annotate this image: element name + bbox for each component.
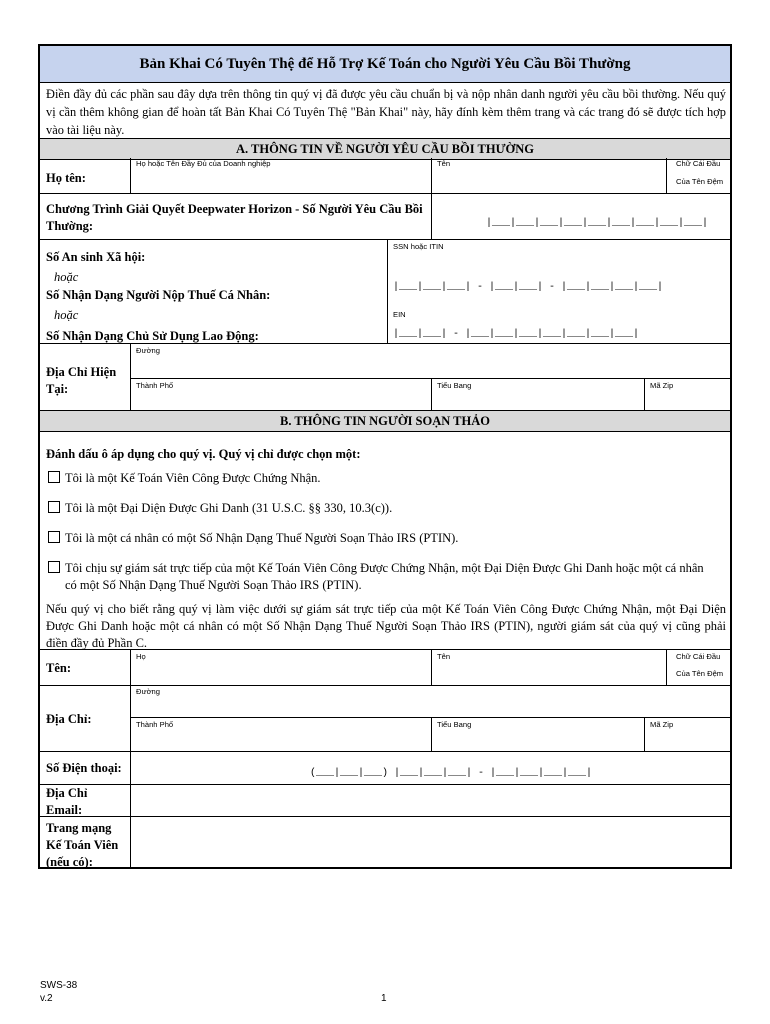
- claimant-name-label: Họ tên:: [46, 171, 86, 185]
- or-text-1: hoặc: [54, 270, 79, 284]
- or-text-2: hoặc: [54, 308, 79, 322]
- option-enrolled-agent-label: Tôi là một Đại Diện Được Ghi Danh (31 U.S.C. §§ 330, 10.3(c)).: [65, 501, 393, 515]
- middle-initial-sublabel-1: Chữ Cái Đầu: [676, 159, 721, 168]
- preparer-mi-sublabel-1: Chữ Cái Đầu: [676, 652, 721, 661]
- current-street-field[interactable]: [132, 356, 728, 378]
- phone-boxes[interactable]: (___|___|___) |___|___|___| - |___|___|___|___|: [310, 768, 593, 779]
- preparer-last-sublabel: Họ: [136, 652, 146, 661]
- phone-label: Số Điện thoại:: [46, 761, 122, 775]
- preparer-zip-field[interactable]: [646, 730, 728, 750]
- preparer-address-label: Địa Chỉ:: [46, 712, 92, 726]
- itin-label: Số Nhận Dạng Người Nộp Thuế Cá Nhân:: [46, 288, 271, 302]
- supervision-note: Nếu quý vị cho biết rằng quý vị làm việc dưới sự giám sát trực tiếp của một Kế Toán Viên Công Được Chứng Nhận, một Đại Diện Được Ghi Danh hoặc một cá nhân có một Số Nhận Dạng Thuế Người Soạn Thảo IRS (PTIN), người giám sát của quý vị cũng phải điền đầy đủ Phần C.: [46, 602, 726, 650]
- preparer-city-sublabel: Thành Phố: [136, 720, 174, 729]
- preparer-first-sublabel: Tên: [437, 652, 451, 661]
- claimant-first-name-field[interactable]: [433, 170, 663, 192]
- option-cpa-label: Tôi là một Kế Toán Viên Công Được Chứng Nhận.: [65, 471, 321, 485]
- website-label: Trang mạng Kế Toán Viên (nếu có):: [46, 821, 119, 869]
- current-address-label: Địa Chỉ Hiện Tại:: [46, 365, 117, 396]
- intro-text: Điền đầy đủ các phần sau đây dựa trên thông tin quý vị đã được yêu cầu chuẩn bị và nộp nhân danh người yêu cầu bồi thường. Nếu quý vị cần thêm không gian để hoàn tất Bản Khai Có Tuyên Thệ "Bản Khai" này, hãy đính kèm thêm trang và các trang đó sẽ được tích hợp vào tài liệu này.: [46, 87, 726, 137]
- middle-initial-sublabel-2: Của Tên Đệm: [676, 177, 724, 186]
- last-name-sublabel: Họ hoặc Tên Đầy Đủ của Doanh nghiệp: [136, 159, 271, 168]
- checkbox-instruction: Đánh dấu ô áp dụng cho quý vị. Quý vị chỉ được chọn một:: [46, 447, 361, 461]
- option-ptin-checkbox[interactable]: [48, 531, 60, 543]
- current-city-field[interactable]: [132, 390, 428, 409]
- form-title: Bản Khai Có Tuyên Thệ để Hỗ Trợ Kế Toán cho Người Yêu Cầu Bồi Thường: [40, 46, 730, 83]
- preparer-state-field[interactable]: [433, 730, 641, 750]
- preparer-state-sublabel: Tiểu Bang: [437, 720, 472, 729]
- option-cpa-checkbox[interactable]: [48, 471, 60, 483]
- email-field[interactable]: [132, 786, 728, 814]
- ssn-itin-boxes[interactable]: |___|___|___| - |___|___| - |___|___|___|___|: [393, 282, 664, 293]
- preparer-middle-initial-field[interactable]: [668, 662, 728, 684]
- option-enrolled-agent-checkbox[interactable]: [48, 501, 60, 513]
- ein-label: Số Nhận Dạng Chủ Sử Dụng Lao Động:: [46, 329, 259, 343]
- claimant-middle-initial-field[interactable]: [668, 170, 728, 192]
- section-a-heading: A. THÔNG TIN VỀ NGƯỜI YÊU CẦU BỒI THƯỜNG: [40, 138, 730, 160]
- option-supervised-checkbox[interactable]: [48, 561, 60, 573]
- affidavit-form: [38, 44, 732, 869]
- first-name-sublabel: Tên: [437, 159, 451, 168]
- preparer-city-field[interactable]: [132, 730, 428, 750]
- ein-boxes[interactable]: |___|___| - |___|___|___|___|___|___|___|: [393, 329, 640, 340]
- street-sublabel: Đường: [136, 346, 160, 355]
- preparer-zip-sublabel: Mã Zip: [650, 720, 674, 729]
- preparer-mi-sublabel-2: Của Tên Đệm: [676, 669, 724, 678]
- ssn-itin-sublabel: SSN hoặc ITIN: [393, 242, 444, 251]
- ein-sublabel: EIN: [393, 310, 406, 319]
- preparer-last-name-field[interactable]: [132, 662, 428, 684]
- claimant-number-label: Chương Trình Giải Quyết Deepwater Horizon - Số Người Yêu Cầu Bồi Thường:: [46, 202, 423, 233]
- section-b-heading: B. THÔNG TIN NGƯỜI SOẠN THẢO: [40, 410, 730, 432]
- city-sublabel: Thành Phố: [136, 381, 174, 390]
- page-number: 1: [381, 993, 387, 1004]
- state-sublabel: Tiểu Bang: [437, 381, 472, 390]
- option-ptin-label: Tôi là một cá nhân có một Số Nhận Dạng Thuế Người Soạn Thảo IRS (PTIN).: [65, 531, 459, 545]
- current-state-field[interactable]: [433, 390, 641, 409]
- email-label: Địa Chỉ Email:: [46, 786, 88, 817]
- current-zip-field[interactable]: [646, 390, 728, 409]
- ssn-label: Số An sinh Xã hội:: [46, 250, 146, 264]
- claimant-number-boxes[interactable]: |___|___|___|___|___|___|___|___|___|: [486, 218, 709, 229]
- zip-sublabel: Mã Zip: [650, 381, 674, 390]
- option-supervised-label: Tôi chịu sự giám sát trực tiếp của một Kế Toán Viên Công Được Chứng Nhận, một Đại Diện Được Ghi Danh hoặc một cá nhân có một Số Nhận Dạng Thuế Người Soạn Thảo IRS (PTIN).: [65, 561, 704, 592]
- preparer-street-field[interactable]: [132, 697, 728, 717]
- preparer-street-sublabel: Đường: [136, 687, 160, 696]
- claimant-last-name-field[interactable]: [132, 170, 428, 192]
- form-code: SWS-38: [40, 980, 78, 991]
- website-field[interactable]: [132, 818, 728, 867]
- form-version: v.2: [40, 993, 53, 1004]
- preparer-name-label: Tên:: [46, 661, 71, 675]
- preparer-first-name-field[interactable]: [433, 662, 663, 684]
